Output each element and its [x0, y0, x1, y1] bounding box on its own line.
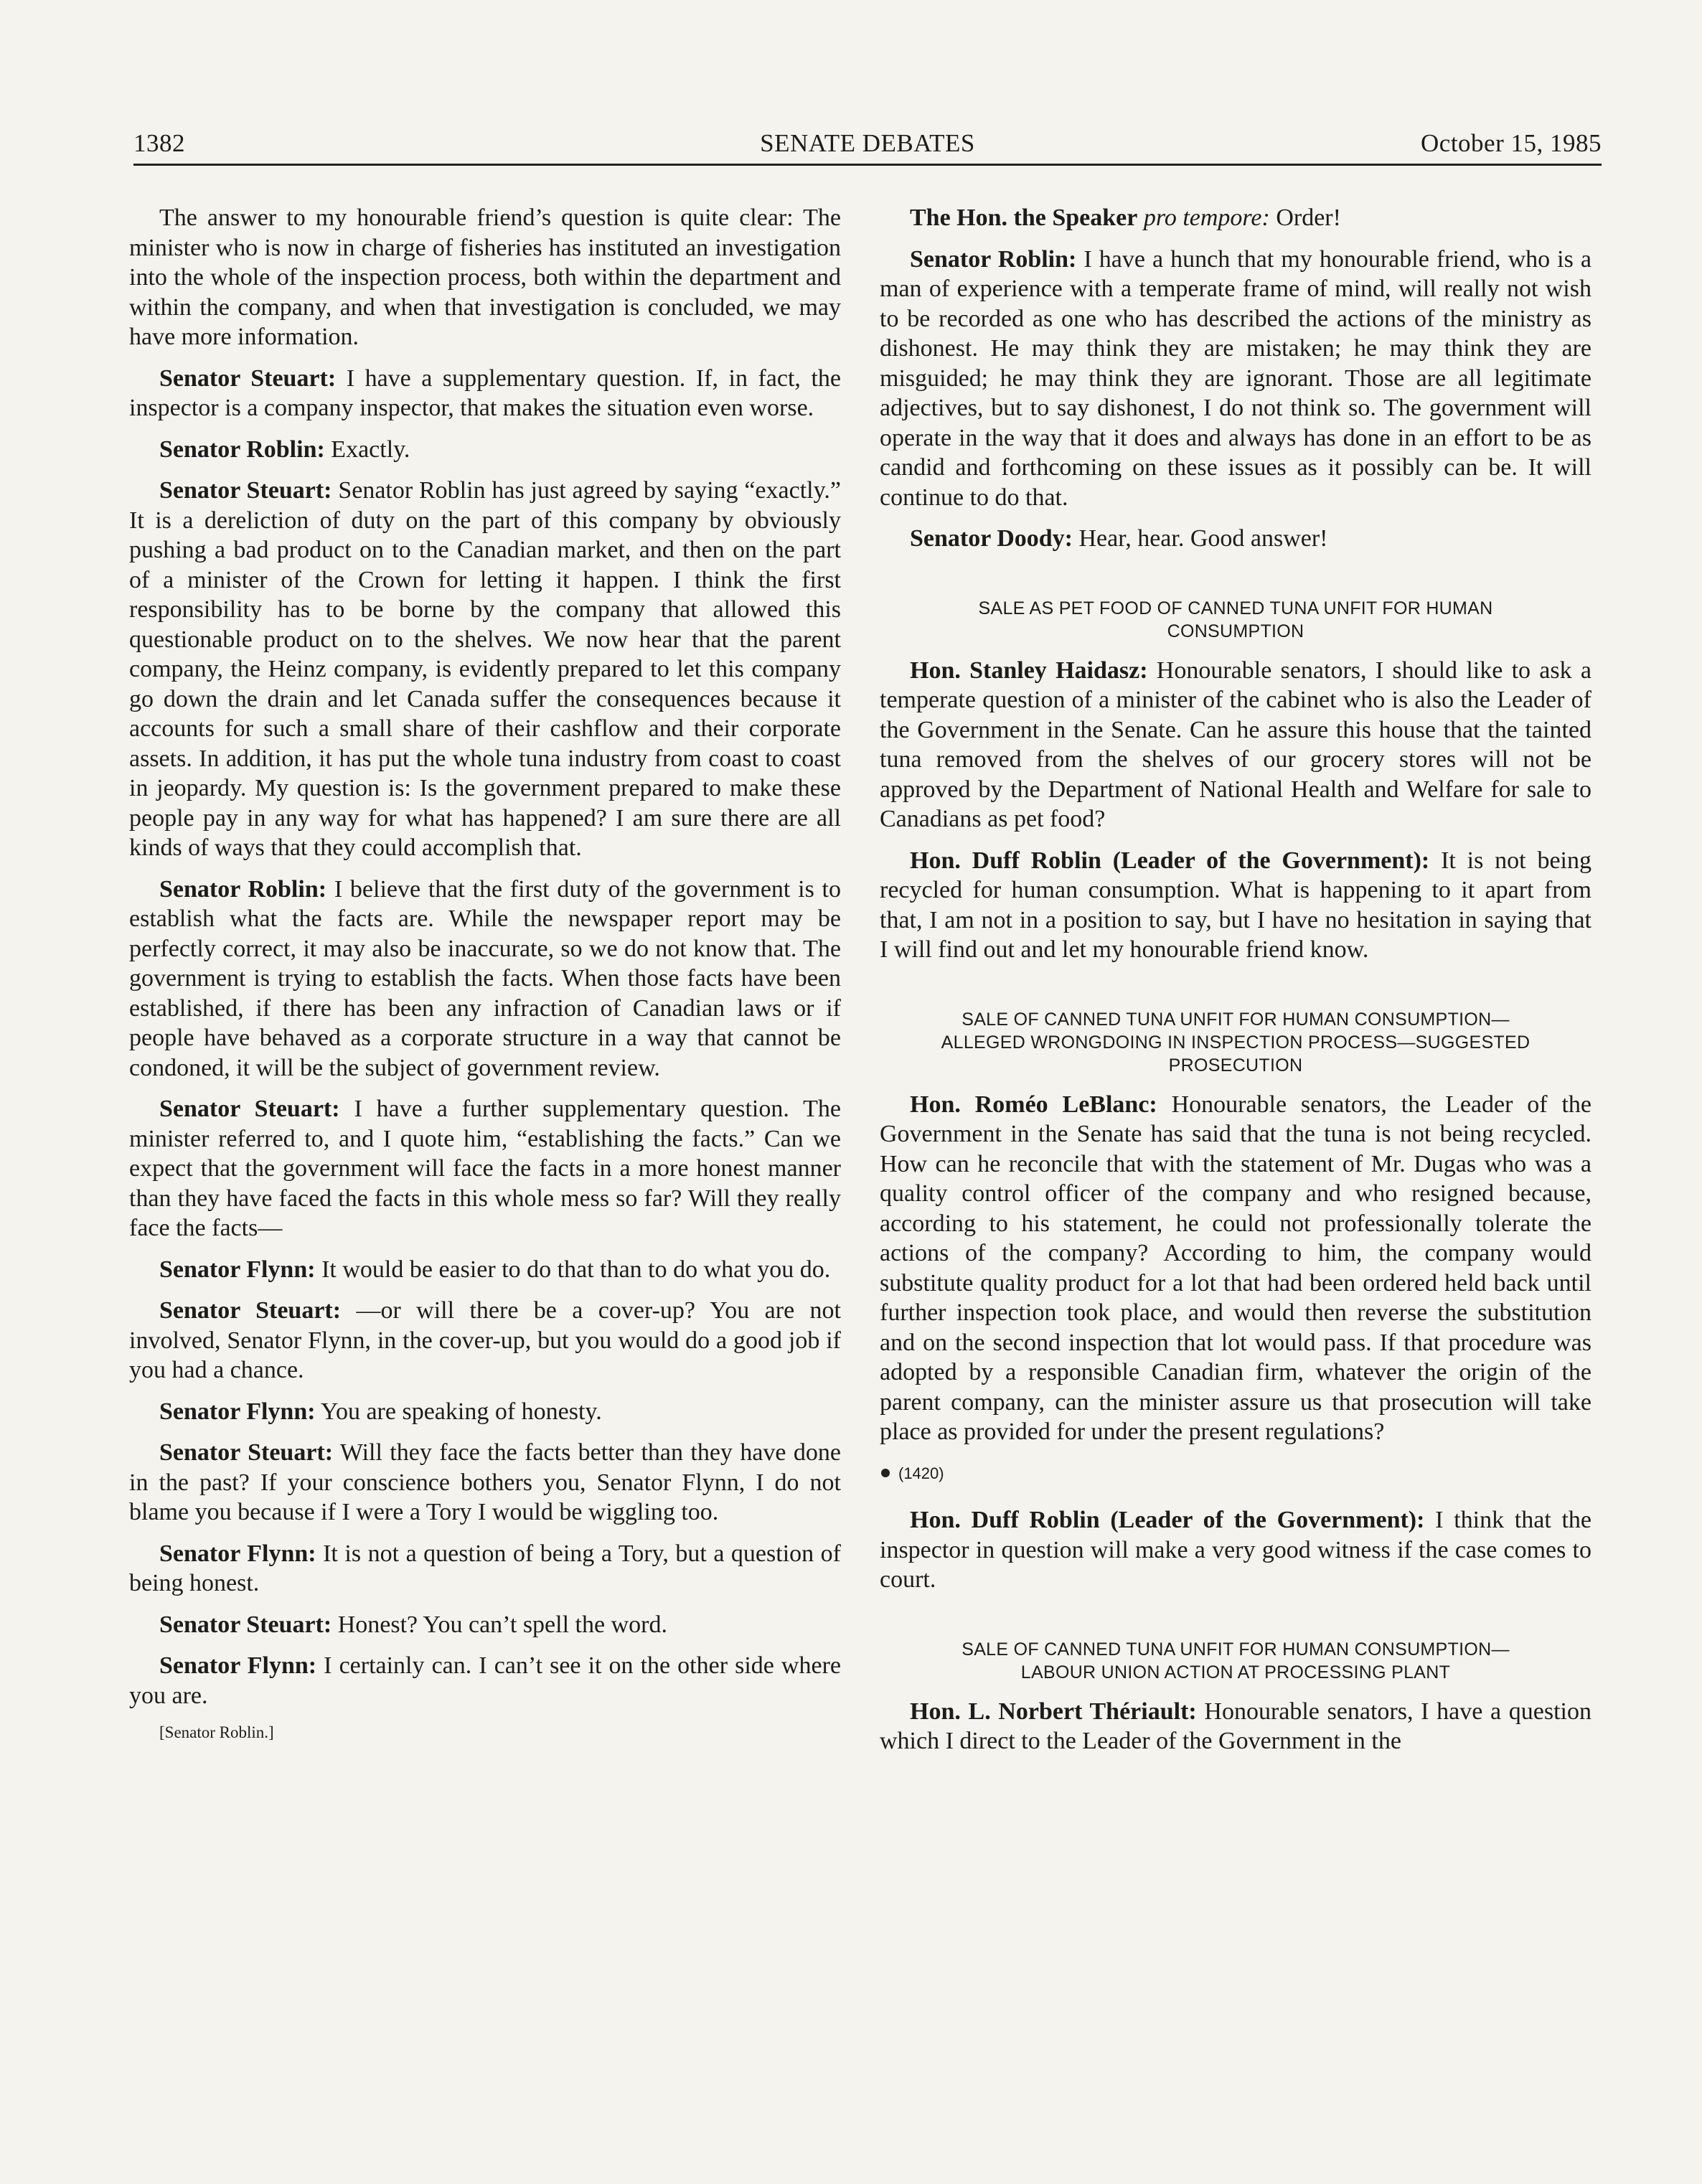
paragraph: Hon. Duff Roblin (Leader of the Government): I think that the inspector in question will make a very good witness if the case comes to court.: [880, 1507, 1591, 1593]
speaker-name: Senator Steuart:: [159, 1611, 332, 1638]
speaker-name: Senator Steuart:: [159, 477, 332, 504]
speaker-name: Senator Doody:: [910, 525, 1073, 552]
speaker-name: Hon. Stanley Haidasz:: [910, 656, 1148, 684]
paragraph: Senator Doody: Hear, hear. Good answer!: [910, 525, 1328, 552]
bullet-icon: [881, 1469, 890, 1477]
publication-date: October 15, 1985: [1421, 129, 1602, 157]
speaker-name: The Hon. the Speaker: [910, 204, 1138, 231]
paragraph: Senator Roblin: I have a hunch that my honourable friend, who is a man of experience with a temperate frame of mind, will really not wish to be recorded as one who has described the actions of the ministry as dishonest. He may think they are mistaken; he may think they are misguided; he may think they are ignorant. Those are all legitimate adjectives, but to say dishonest, I do not think so. The government will operate in the way that it does and always has done in an effort to be as candid and forthcoming on these issues as it possibly can be. It will continue to do that.: [880, 245, 1592, 511]
paragraph: Senator Roblin: Exactly.: [159, 436, 410, 463]
section-heading: SALE OF CANNED TUNA UNFIT FOR HUMAN CONSUMPTION— LABOUR UNION ACTION AT PROCESSING PLANT: [962, 1639, 1510, 1682]
speaker-name: Senator Flynn:: [159, 1652, 317, 1679]
speaker-name: Senator Roblin:: [159, 875, 327, 903]
paragraph: Senator Flynn: It would be easier to do that than to do what you do.: [159, 1256, 831, 1283]
speaker-name: Senator Steuart:: [159, 1439, 334, 1466]
section-heading: SALE OF CANNED TUNA UNFIT FOR HUMAN CONSUMPTION— ALLEGED WRONGDOING IN INSPECTION PROCESS—SUGGESTED PROSECUTION: [941, 1009, 1531, 1075]
speaker-name: Hon. Duff Roblin (Leader of the Government):: [910, 1507, 1425, 1533]
left-column: [129, 203, 841, 1755]
speaker-name: Senator Steuart:: [159, 364, 337, 392]
paragraph: Senator Flynn: I certainly can. I can’t see it on the other side where you are.: [129, 1652, 841, 1709]
paragraph: Senator Steuart: Honest? You can’t spell the word.: [159, 1611, 667, 1638]
paragraph: Hon. Roméo LeBlanc: Honourable senators, the Leader of the Government in the Senate has said that the tuna is not being recycled. How can he reconcile that with the statement of Mr. Dugas who was a quality control officer of the company and who resigned because, according to his statement, he could not professionally tolerate the actions of the company? According to him, the company would substitute quality product for a lot that had been ordered held back until further inspection took place, and would then reverse the substitution and on the second inspection that lot would pass. If that procedure was adopted by a responsible Canadian firm, whatever the origin of the parent company, can the minister assure us that prosecution will take place as provided for under the present regulations?: [880, 1091, 1591, 1445]
page-header: [133, 122, 1602, 166]
paragraph: The Hon. the Speaker pro tempore: Order!: [910, 204, 1341, 231]
paragraph: Senator Steuart: —or will there be a cover-up? You are not involved, Senator Flynn, in the cover-up, but you would do a good job if you had a chance.: [129, 1297, 842, 1383]
section-heading: SALE AS PET FOOD OF CANNED TUNA UNFIT FOR HUMAN CONSUMPTION: [978, 598, 1493, 641]
page-number: 1382: [133, 129, 185, 157]
paragraph: Senator Flynn: It is not a question of being a Tory, but a question of being honest.: [129, 1540, 841, 1596]
paragraph: Senator Steuart: Senator Roblin has just agreed by saying “exactly.” It is a dereliction of duty on the part of this company by obviously pushing a bad product on to the Canadian market, and then on the part of a minister of the Crown for letting it happen. I think the first responsibility has to be borne by the company that allowed this questionable product on to the shelves. We now hear that the parent company, the Heinz company, is evidently prepared to let this company go down the drain and let Canada suffer the consequences because it accounts for such a small share of their cashflow and their corporate assets. In addition, it has put the whole tuna industry from coast to coast in jeopardy. My question is: Is the government prepared to make these people pay in any way for what has happened? I am sure there are all kinds of ways that they could accomplish that.: [129, 477, 841, 861]
speaker-name: Hon. L. Norbert Thériault:: [910, 1698, 1197, 1725]
speaker-name: Hon. Roméo LeBlanc:: [910, 1091, 1157, 1118]
speaker-footnote: [Senator Roblin.]: [159, 1723, 274, 1741]
speaker-name: Senator Flynn:: [159, 1398, 316, 1425]
speaker-name: Senator Roblin:: [159, 436, 325, 463]
time-marker: (1420): [881, 1459, 1591, 1489]
speaker-name: Senator Flynn:: [159, 1540, 316, 1567]
speaker-title-italic: pro tempore:: [1137, 204, 1270, 231]
paragraph: The answer to my honourable friend’s question is quite clear: The minister who is now in charge of fisheries has instituted an investigation into the whole of the inspection process, both within the department and within the company, and when that investigation is concluded, we may have more information.: [129, 204, 841, 350]
speaker-name: Senator Steuart:: [159, 1297, 342, 1324]
speaker-name: Senator Roblin:: [910, 245, 1077, 273]
speaker-name: Senator Flynn:: [159, 1256, 316, 1283]
paragraph: Senator Steuart: Will they face the facts better than they have done in the past? If your conscience bothers you, Senator Flynn, I do not blame you because if I were a Tory I would be wiggling too.: [129, 1439, 841, 1525]
paragraph: Hon. Duff Roblin (Leader of the Government): It is not being recycled for human consumption. What is happening to it apart from that, I am not in a position to say, but I have no hesitation in saying that I will find out and let my honourable friend know.: [880, 847, 1591, 963]
paragraph: Senator Flynn: You are speaking of honesty.: [159, 1398, 602, 1425]
speaker-name: Senator Steuart:: [159, 1096, 340, 1122]
paragraph: Senator Steuart: I have a further supplementary question. The minister referred to, and I quote him, “establishing the facts.” Can we expect that the government will face the facts in a more honest manner than they have faced the facts in this whole mess so far? Will they really face the facts—: [129, 1096, 841, 1241]
paragraph: Hon. L. Norbert Thériault: Honourable senators, I have a question which I direct to the Leader of the Government in the: [880, 1698, 1591, 1754]
paragraph: Hon. Stanley Haidasz: Honourable senators, I should like to ask a temperate question of a minister of the cabinet who is also the Leader of the Government in the Senate. Can he assure this house that the tainted tuna removed from the shelves of our grocery stores will not be approved by the Department of National Health and Welfare for sale to Canadians as pet food?: [880, 656, 1591, 832]
right-column: [880, 203, 1591, 1768]
publication-title: SENATE DEBATES: [760, 129, 975, 157]
speaker-name: Hon. Duff Roblin (Leader of the Government):: [910, 847, 1430, 874]
paragraph: Senator Steuart: I have a supplementary question. If, in fact, the inspector is a company inspector, that makes the situation even worse.: [129, 364, 841, 421]
paragraph: Senator Roblin: I believe that the first duty of the government is to establish what the facts are. While the newspaper report may be perfectly correct, it may also be inaccurate, so we do not know that. The government is trying to establish the facts. When those facts have been established, if there has been any infraction of Canadian laws or if people have behaved as a corporate structure in a way that cannot be condoned, it will be the subject of government review.: [129, 875, 842, 1081]
